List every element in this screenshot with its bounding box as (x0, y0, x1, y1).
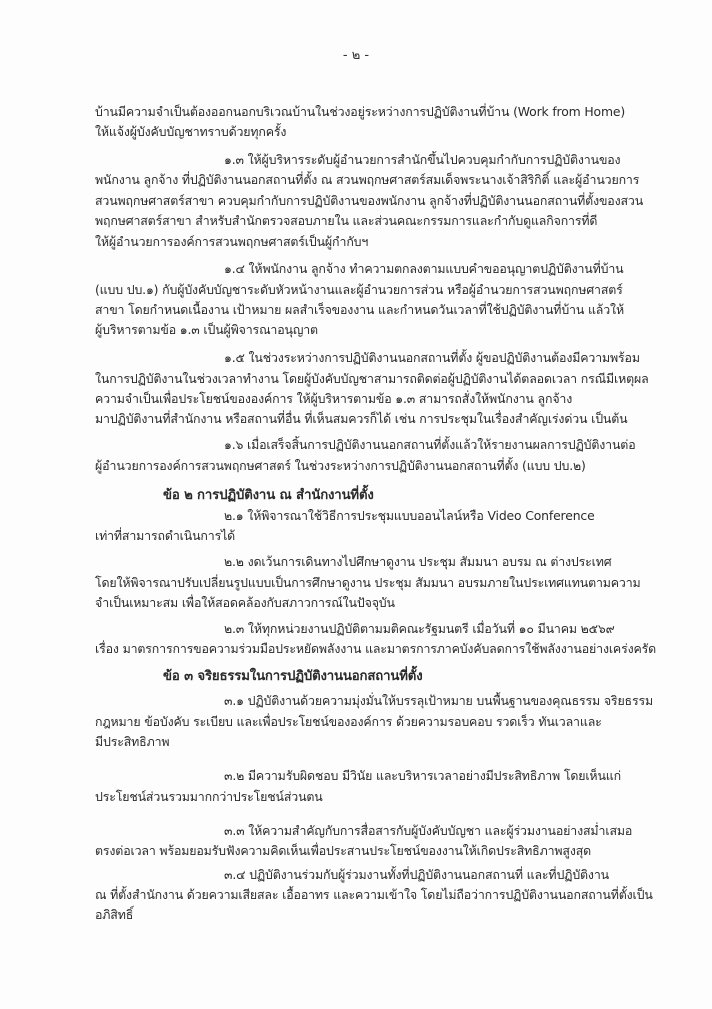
page-number: - ๒ - (342, 48, 370, 63)
text-line: ๑.๕ ในช่วงระหว่างการปฏิบัติงานนอกสถานที่ตั้ง ผู้ขอปฏิบัติงานต้องมีความพร้อม (224, 350, 640, 365)
text-line: ๒.๓ ให้ทุกหน่วยงานปฏิบัติตามมติคณะรัฐมนตรี เมื่อวันที่ ๑๐ มีนาคม ๒๕๖๙ (224, 621, 615, 636)
text-line: บ้านมีความจำเป็นต้องออกนอกบริเวณบ้านในช่วงอยู่ระหว่างการปฏิบัติงานที่บ้าน (Work from Home) (95, 104, 626, 119)
text-line: ณ ที่ตั้งสำนักงาน ด้วยความเสียสละ เอื้ออาทร และความเข้าใจ โดยไม่ถือว่าการปฏิบัติงานนอกสถานที่ตั้งเป็น (95, 887, 653, 902)
text-line: พฤกษศาสตร์สาขา สำหรับสำนักตรวจสอบภายใน และส่วนคณะกรรมการและกำกับดูแลกิจการที่ดี (95, 213, 598, 228)
text-line: ๓.๒ มีความรับผิดชอบ มีวินัย และบริหารเวลาอย่างมีประสิทธิภาพ โดยเห็นแก่ (224, 768, 621, 783)
text-line: ๓.๔ ปฏิบัติงานร่วมกับผู้ร่วมงานทั้งที่ปฏิบัติงานนอกสถานที่ และที่ปฏิบัติงาน (224, 867, 609, 882)
text-line: ๑.๖ เมื่อเสร็จสิ้นการปฏิบัติงานนอกสถานที่ตั้งแล้วให้รายงานผลการปฏิบัติงานต่อ (224, 437, 636, 452)
text-line: ประโยชน์ส่วนรวมมากกว่าประโยชน์ส่วนตน (95, 789, 323, 804)
text-line: ๒.๑ ให้พิจารณาใช้วิธีการประชุมแบบออนไลน์หรือ Video Conference (224, 508, 595, 523)
text-line: ผู้อำนวยการองค์การสวนพฤกษศาสตร์ ในช่วงระหว่างการปฏิบัติงานนอกสถานที่ตั้ง (แบบ ปบ.๒) (95, 458, 586, 473)
text-line: ให้แจ้งผู้บังคับบัญชาทราบด้วยทุกครั้ง (95, 124, 287, 139)
text-line: ๑.๔ ให้พนักงาน ลูกจ้าง ทำความตกลงตามแบบคำขออนุญาตปฏิบัติงานที่บ้าน (224, 261, 624, 276)
text-line: ผู้บริหารตามข้อ ๑.๓ เป็นผู้พิจารณาอนุญาต (95, 322, 318, 337)
text-line: สาขา โดยกำหนดเนื้องาน เป้าหมาย ผลสำเร็จของงาน และกำหนดวันเวลาที่ใช้ปฏิบัติงานที่บ้าน แล้วให้ (95, 302, 624, 317)
text-line: ๓.๑ ปฏิบัติงานด้วยความมุ่งมั่นให้บรรลุเป้าหมาย บนพื้นฐานของคุณธรรม จริยธรรม (224, 693, 653, 708)
text-line: อภิสิทธิ์ (95, 907, 134, 922)
text-line: พนักงาน ลูกจ้าง ที่ปฏิบัติงานนอกสถานที่ตั้ง ณ สวนพฤกษศาสตร์สมเด็จพระนางเจ้าสิริกิติ์ และผู้อำนวยการ (95, 172, 640, 187)
section-heading: ข้อ ๒ การปฏิบัติงาน ณ สำนักงานที่ตั้ง (163, 488, 374, 503)
text-line: กฎหมาย ข้อบังคับ ระเบียบ และเพื่อประโยชน์ขององค์การ ด้วยความรอบคอบ รวดเร็ว ทันเวลาและ (95, 714, 602, 729)
text-line: สวนพฤกษศาสตร์สาขา ควบคุมกำกับการปฏิบัติงานของพนักงาน ลูกจ้างที่ปฏิบัติงานนอกสถานที่ตั้งของสวน (95, 193, 644, 208)
text-line: มีประสิทธิภาพ (95, 734, 170, 749)
section-heading: ข้อ ๓ จริยธรรมในการปฏิบัติงานนอกสถานที่ตั้ง (163, 669, 423, 684)
text-line: เท่าที่สามารถดำเนินการได้ (95, 528, 236, 543)
text-line: มาปฏิบัติงานที่สำนักงาน หรือสถานที่อื่น ที่เห็นสมควรก็ได้ เช่น การประชุมในเรื่องสำคัญเร่งด่วน เป็นต้น (95, 411, 628, 426)
text-line: ความจำเป็นเพื่อประโยชน์ขององค์การ ให้ผู้บริหารตามข้อ ๑.๓ สามารถสั่งให้พนักงาน ลูกจ้าง (95, 391, 573, 406)
text-line: ในการปฏิบัติงานในช่วงเวลาทำงาน โดยผู้บังคับบัญชาสามารถติดต่อผู้ปฏิบัติงานได้ตลอดเวลา กรณีมีเหตุผล (95, 371, 649, 386)
text-line: ๓.๓ ให้ความสำคัญกับการสื่อสารกับผู้บังคับบัญชา และผู้ร่วมงานอย่างสม่ำเสมอ (224, 823, 633, 838)
text-line: ๑.๓ ให้ผู้บริหารระดับผู้อำนวยการสำนักขึ้นไปควบคุมกำกับการปฏิบัติงานของ (224, 152, 621, 167)
text-line: ให้ผู้อำนวยการองค์การสวนพฤกษศาสตร์เป็นผู้กำกับฯ (95, 234, 369, 249)
text-line: ตรงต่อเวลา พร้อมยอมรับฟังความคิดเห็นเพื่อประสานประโยชน์ของงานให้เกิดประสิทธิภาพสูงสุด (95, 843, 592, 858)
text-line: (แบบ ปบ.๑) กับผู้บังคับบัญชาระดับหัวหน้างานและผู้อำนวยการส่วน หรือผู้อำนวยการสวนพฤกษศาสตร์ (95, 282, 623, 297)
text-line: เรื่อง มาตรการการขอความร่วมมือประหยัดพลังงาน และมาตรการภาคบังคับลดการใช้พลังงานอย่างเคร่งครัด (95, 641, 657, 656)
text-line: ๒.๒ งดเว้นการเดินทางไปศึกษาดูงาน ประชุม สัมมนา อบรม ณ ต่างประเทศ (224, 554, 612, 569)
text-line: จำเป็นเหมาะสม เพื่อให้สอดคล้องกับสภาวการณ์ในปัจจุบัน (95, 595, 395, 610)
text-line: โดยให้พิจารณาปรับเปลี่ยนรูปแบบเป็นการศึกษาดูงาน ประชุม สัมมนา อบรมภายในประเทศแทนตามความ (95, 575, 641, 590)
